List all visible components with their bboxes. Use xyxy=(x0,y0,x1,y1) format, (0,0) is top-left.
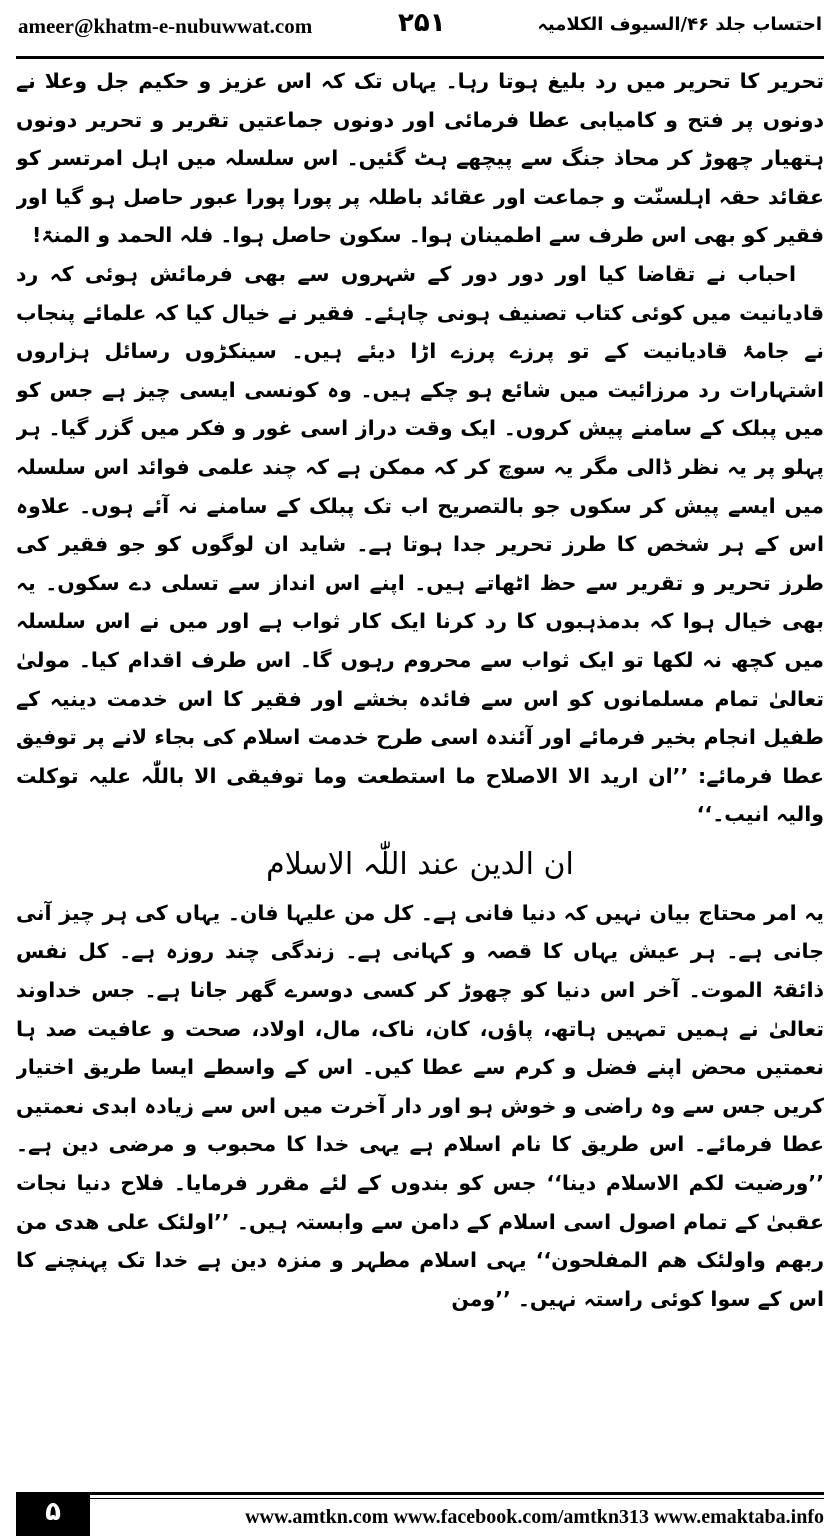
footer-links: www.amtkn.com www.facebook.com/amtkn313 www.emaktaba.info xyxy=(245,1506,824,1528)
page-number: ۲۵۱ xyxy=(398,8,446,38)
body-text xyxy=(16,62,824,1484)
book-title: احتساب جلد ۴۶/السیوف الکلامیہ xyxy=(537,14,822,35)
footer-rule-thin xyxy=(16,1498,824,1499)
header-rule xyxy=(16,56,824,59)
footer-rule-thick xyxy=(16,1492,824,1495)
paragraph-2: احباب نے تقاضا کیا اور دور دور کے شہروں سے بھی فرمائش ہوئی کہ رد قادیانیت میں کوئی کتاب تصنیف ہونی چاہئے۔ فقیر نے خیال کیا کہ علمائے پنجاب نے جامۂ قادیانیت کے تو پرزے پرزے اڑا دیئے ہیں۔ سینکڑوں رسائل ہزاروں اشتہارات رد مرزائیت میں شائع ہو چکے ہیں۔ وہ کونسی ایسی چیز ہے جس کو میں پبلک کے سامنے پیش کروں۔ ایک وقت دراز اسی غور و فکر میں گزر گیا۔ ہر پہلو پر یہ نظر ڈالی مگر یہ سوچ کر کہ ممکن ہے کہ چند علمی فوائد اس سلسلہ میں ایسے پیش کر سکوں جو بالتصریح اب تک پبلک کے سامنے نہ آئے ہوں۔ علاوہ اس کے ہر شخص کا طرز تحریر جدا ہوتا ہے۔ شاید ان لوگوں کو جو فقیر کی طرز تحریر و تقریر سے حظ اٹھاتے ہیں۔ اپنے اس انداز سے تسلی دے سکوں۔ یہ بھی خیال ہوا کہ بدمذہبوں کا رد کرنا ایک کار ثواب ہے اور میں نے اس سلسلہ میں کچھ نہ لکھا تو ایک ثواب سے محروم رہوں گا۔ اس طرف اقدام کیا۔ مولیٰ تعالیٰ تمام مسلمانوں کو اس سے فائدہ بخشے اور فقیر کا اس خدمت دینیہ کے طفیل انجام بخیر فرمائے اور آئندہ اسی طرح خدمت اسلام کی بجاء لانے پر توفیق عطا فرمائے: ’’ان ارید الا الاصلاح ما استطعت وما توفیقی الا باللّٰہ علیہ توکلت والیہ انیب۔‘‘ xyxy=(16,261,824,827)
header-email: ameer@khatm-e-nubuwwat.com xyxy=(18,14,313,38)
footer-page-marker: ۵ xyxy=(16,1492,90,1536)
section-heading: ان الدین عند اللّٰہ الاسلام xyxy=(266,846,574,882)
page-header xyxy=(0,0,840,58)
paragraph-3: یہ امر محتاج بیان نہیں کہ دنیا فانی ہے۔ کل من علیہا فان۔ یہاں کی ہر چیز آنی جانی ہے۔ ہر عیش یہاں کا قصہ و کہانی ہے۔ زندگی چند روزہ ہے۔ کل نفس ذائقۃ الموت۔ آخر اس دنیا کو چھوڑ کر کسی دوسرے گھر جانا ہے۔ جس خداوند تعالیٰ نے ہمیں تمہیں ہاتھ، پاؤں، کان، ناک، مال، اولاد، صحت و عافیت صد ہا نعمتیں محض اپنے فضل و کرم سے عطا کیں۔ اس کے واسطے ایسا طریق اختیار کریں جس سے وہ راضی و خوش ہو اور دار آخرت میں اس سے زیادہ ابدی نعمتیں عطا فرمائے۔ اس طریق کا نام اسلام ہے یہی خدا کا محبوب و مرضی دین ہے۔ ’’ورضیت لکم الاسلام دینا‘‘ جس کو بندوں کے لئے مقرر فرمایا۔ فلاح دنیا نجات عقبیٰ کے تمام اصول اسی اسلام کے دامن سے وابستہ ہیں۔ ’’اولئک علی ھدی من ربھم واولئک ھم المفلحون‘‘ یہی اسلام مطہر و منزہ دین ہے خدا تک پہنچنے کا اس کے سوا کوئی راستہ نہیں۔ ’’ومن xyxy=(16,900,824,1311)
paragraph-1: تحریر کا تحریر میں رد بلیغ ہوتا رہا۔ یہاں تک کہ اس عزیز و حکیم جل وعلا نے دونوں پر فتح و کامیابی عطا فرمائی اور دونوں جماعتیں تقریر و تحریر دونوں ہتھیار چھوڑ کر محاذ جنگ سے پیچھے ہٹ گئیں۔ اس سلسلہ میں اہل امرتسر کو عقائد حقہ اہلسنّت و جماعت اور عقائد باطلہ پر پورا پورا عبور حاصل ہو گیا اور فقیر کو بھی اس طرف سے اطمینان ہوا۔ سکون حاصل ہوا۔ فلہ الحمد و المنۃ! xyxy=(16,69,824,248)
page-footer xyxy=(0,1484,840,1540)
